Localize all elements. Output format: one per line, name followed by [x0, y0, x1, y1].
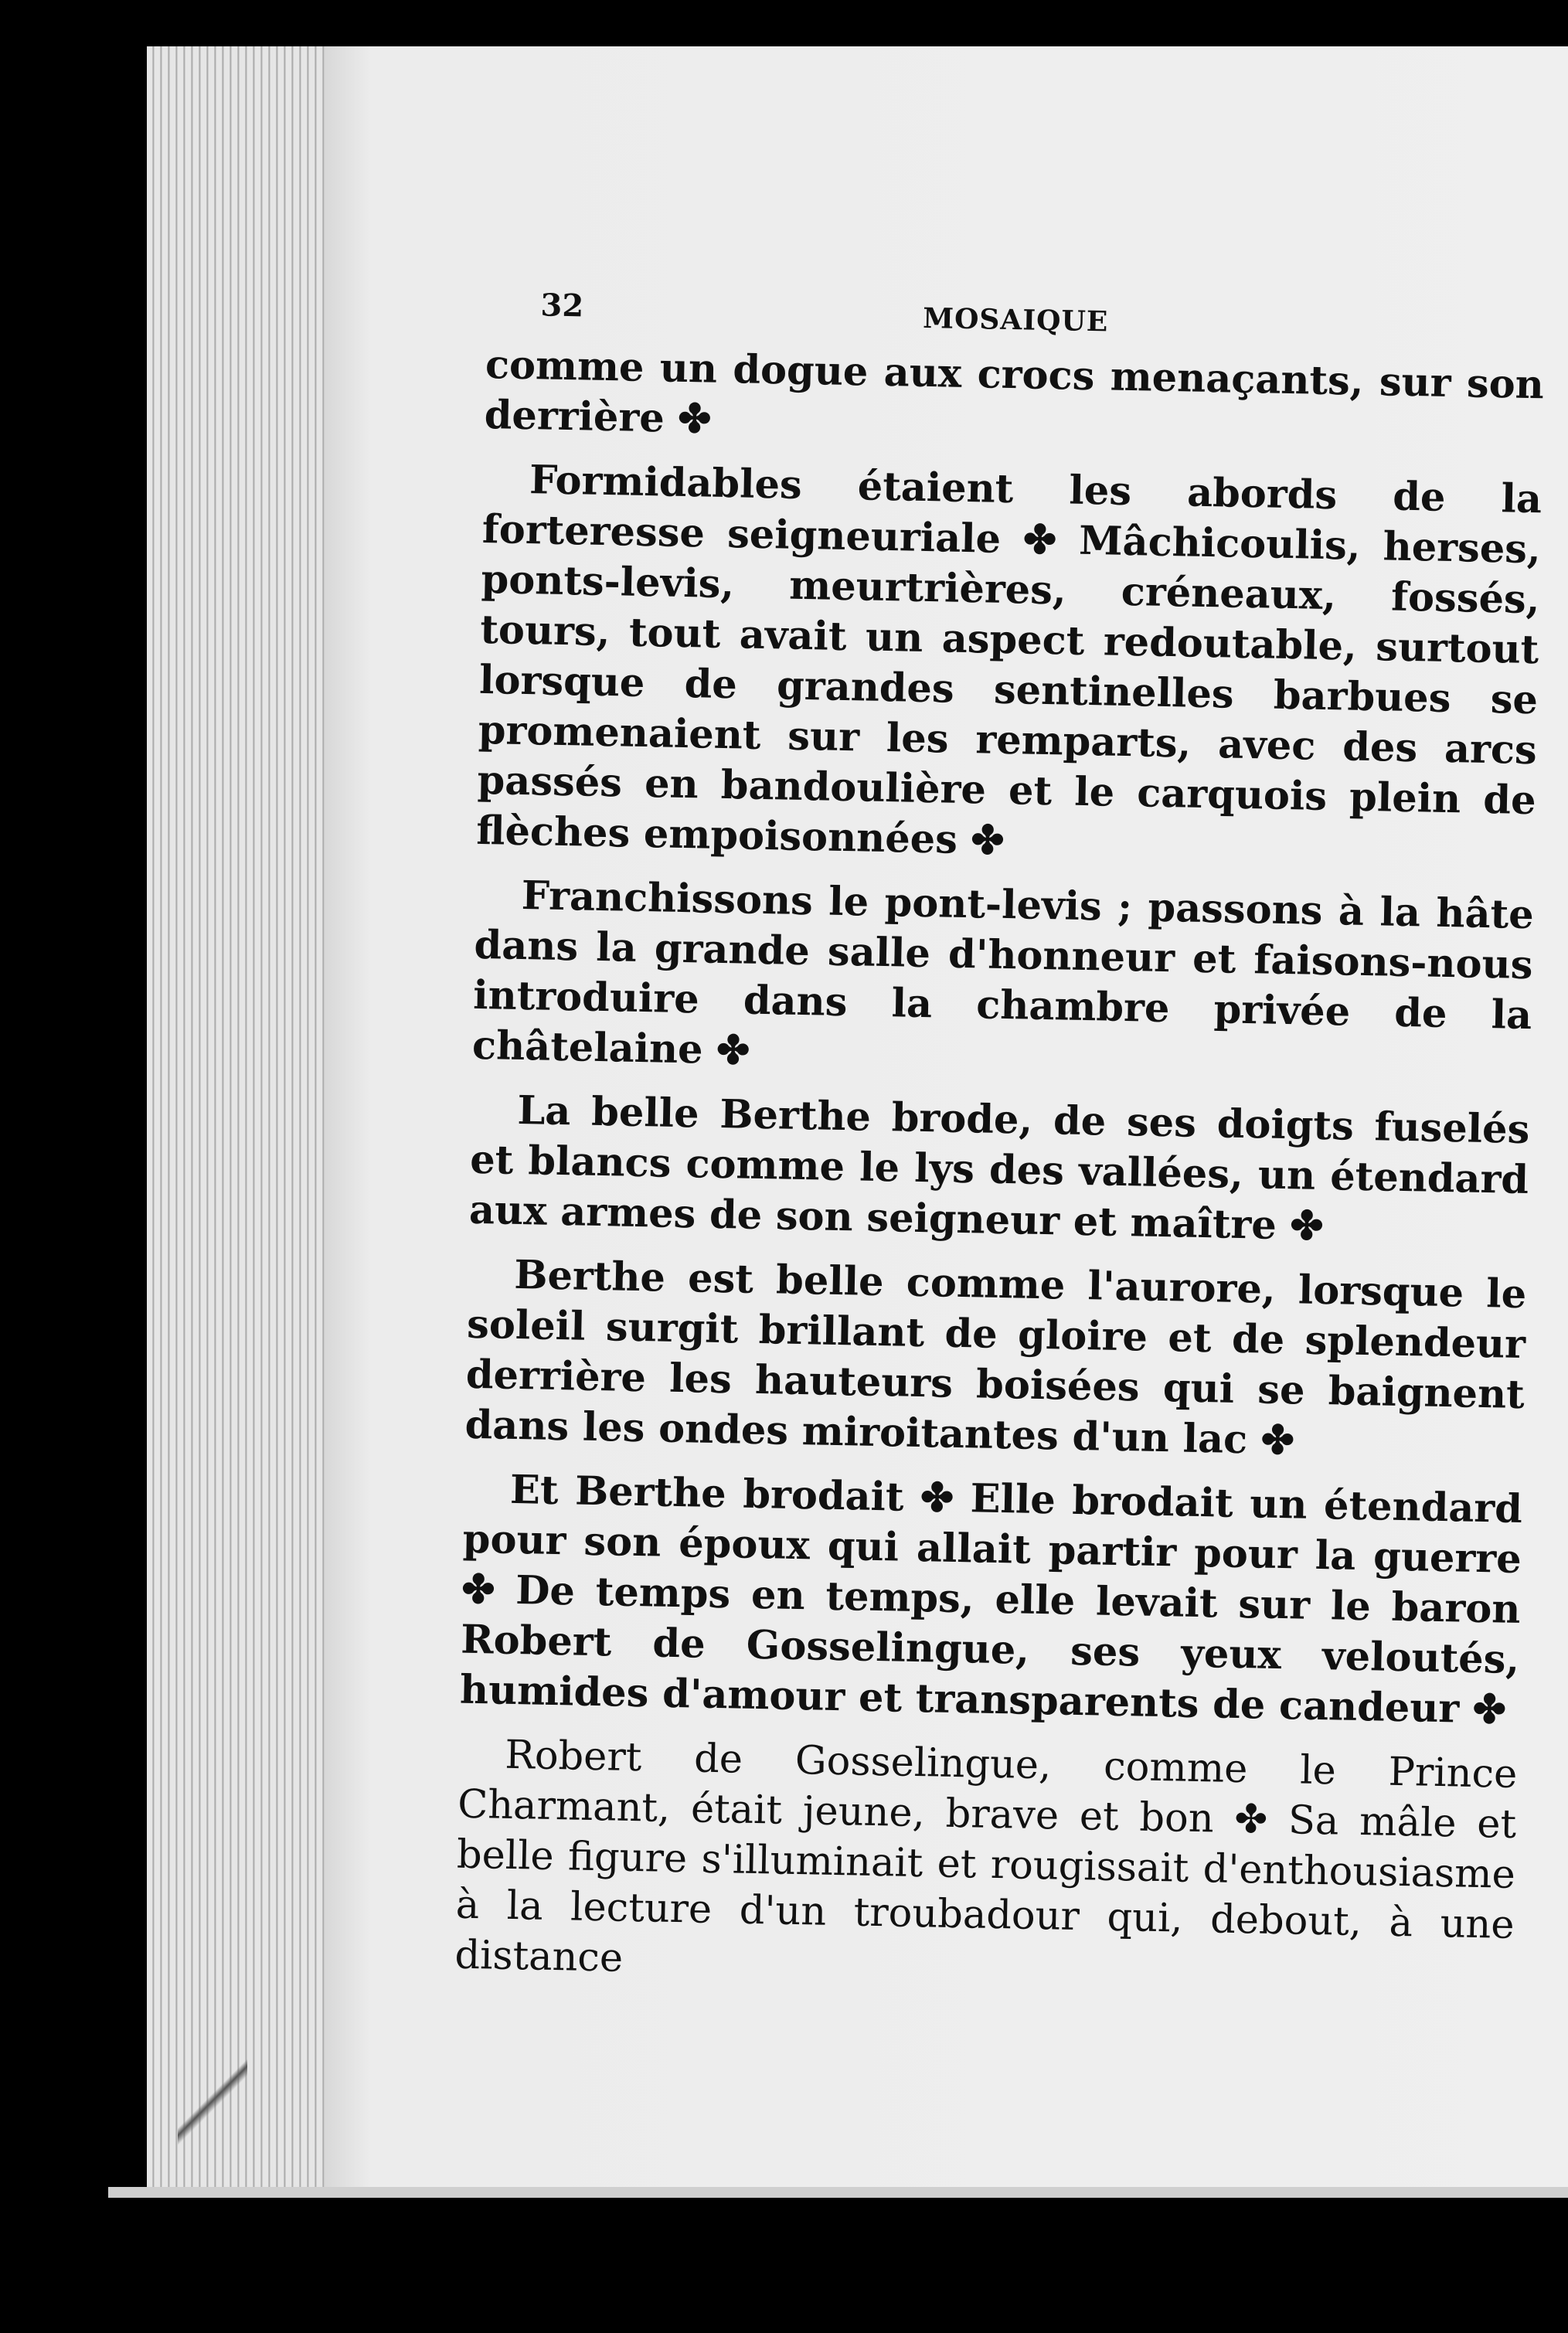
paragraph-berthe-embroiders: La belle Berthe brode, de ses doigts fuselés et blancs comme le lys des vallées, un étendard aux armes de son seigneur et maître ✤ [468, 1087, 1530, 1250]
page-edges-stack [147, 46, 340, 2195]
paragraph-fortress: Formidables étaient les abords de la forteresse seigneuriale ✤ Mâchicoulis, herses, ponts-levis, meurtrières, créneaux, fossés, tours, tout avait un aspect redoutable, surtout lorsque de grandes sentinelles barbues se promenaient sur les remparts, avec des arcs passés en bandoulière et le carquois plein de flèches empoisonnées ✤ [475, 457, 1542, 864]
running-head: MOSAIQUE [922, 301, 1109, 338]
page-number: 32 [540, 287, 584, 325]
page-content [454, 286, 1546, 2015]
paragraph-berthe-banner: Et Berthe brodait ✤ Elle brodait un étendard pour son époux qui allait partir pour la guerre ✤ De temps en temps, elle levait sur le baron Robert de Gosselingue, ses yeux veloutés, humides d'amour et transparents de candeur ✤ [459, 1466, 1523, 1733]
paragraph-robert: Robert de Gosselingue, comme le Prince Charmant, était jeune, brave et bon ✤ Sa mâle et belle figure s'illuminait et rougissait d'enthousiasme à la lecture d'un troubadour qui, debout, à une distance [454, 1732, 1518, 1981]
paragraph-berthe-beauty: Berthe est belle comme l'aurore, lorsque le soleil surgit brillant de gloire et de splendeur derrière les hauteurs boisées qui se baignent dans les ondes miroitantes d'un lac ✤ [464, 1251, 1527, 1464]
paragraph-drawbridge: Franchissons le pont-levis ; passons à la hâte dans la grande salle d'honneur et faisons-nous introduire dans la chambre privée de la châtelaine ✤ [471, 872, 1535, 1074]
page-bottom-edge [108, 2187, 1568, 2198]
paragraph-continued: comme un dogue aux crocs menaçants, sur son derrière ✤ [484, 341, 1545, 443]
